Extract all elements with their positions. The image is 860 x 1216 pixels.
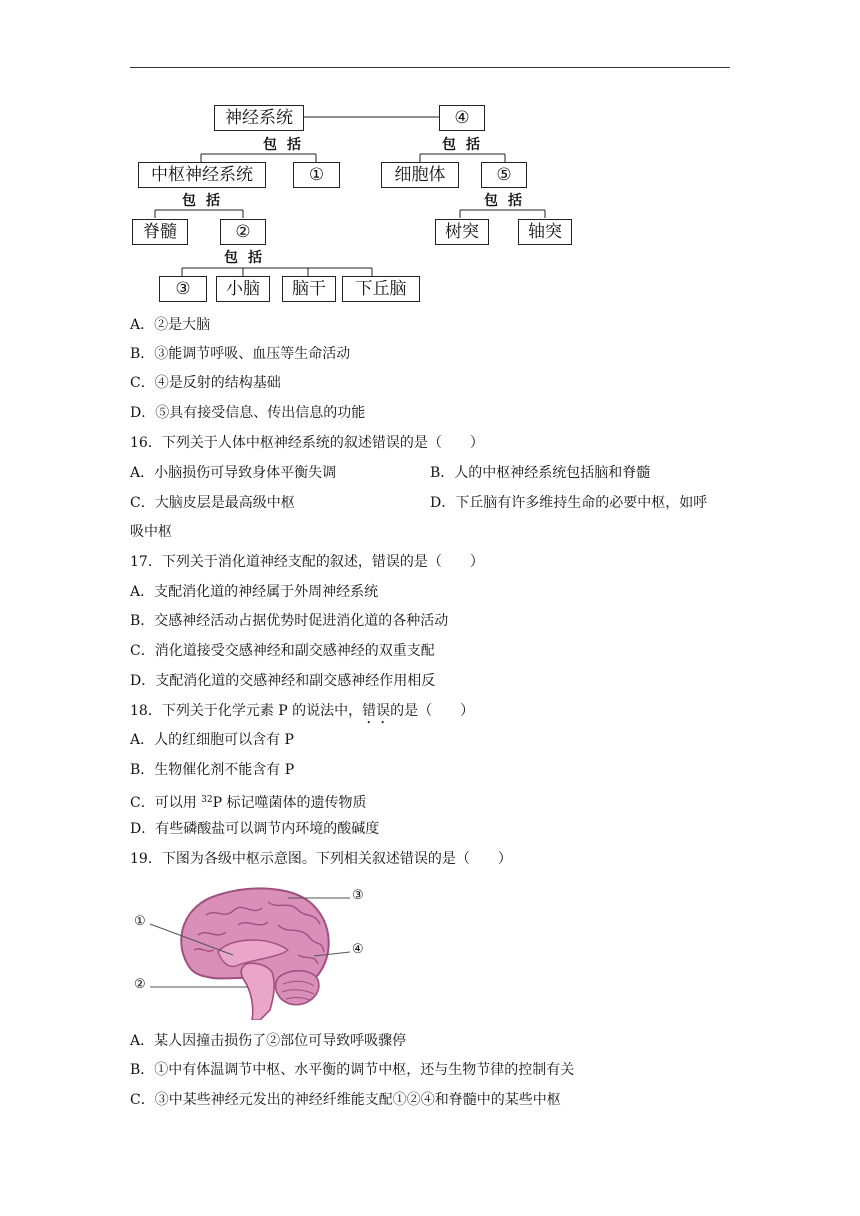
q18-option-d: D．有些磷酸盐可以调节内环境的酸碱度 [130,821,380,837]
include-label: 包括 [484,193,532,209]
q18-option-c [130,790,367,813]
q15-option-b: B．③能调节呼吸、血压等生命活动 [130,346,351,362]
q16-option-c: C．大脑皮层是最高级中枢 [130,495,295,511]
q19-option-c: C．③中某些神经元发出的神经纤维能支配①②④和脊髓中的某些中枢 [130,1092,561,1108]
q16-option-b: B．人的中枢神经系统包括脑和脊髓 [430,465,651,481]
node-4: ④ [439,105,485,131]
isotope-superscript: 32 [201,795,213,805]
q18-stem-emphasis: 错误 [362,703,391,719]
brain-illustration [128,880,378,1020]
q17-stem: 17．下列关于消化道神经支配的叙述，错误的是（ ） [130,554,484,570]
diagram-connectors [0,0,860,310]
node-cell-body: 细胞体 [381,162,459,188]
node-dendrite: 树突 [435,219,489,245]
q15-option-a: A．②是大脑 [130,317,211,333]
q18-option-a: A．人的红细胞可以含有 P [130,732,294,748]
q18-option-b: B．生物催化剂不能含有 P [130,762,295,778]
q16-stem: 16．下列关于人体中枢神经系统的叙述错误的是（ ） [130,435,484,451]
include-label: 包括 [442,137,490,153]
brain-label-3: ③ [352,888,364,903]
concept-diagram [0,0,860,310]
brainstem-shape [241,963,274,1020]
q15-option-d: D．⑤具有接受信息、传出信息的功能 [130,405,366,421]
brain-figure [128,880,378,1020]
q18-stem-pre: 18．下列关于化学元素 P 的说法中， [130,703,363,719]
node-cerebellum: 小脑 [216,276,270,302]
node-cns: 中枢神经系统 [138,162,266,188]
node-nervous-system: 神经系统 [214,105,304,131]
q19-stem: 19．下图为各级中枢示意图。下列相关叙述错误的是（ ） [130,851,512,867]
q15-option-c: C．④是反射的结构基础 [130,375,281,391]
brain-label-1: ① [134,914,146,929]
q18-stem [130,701,474,727]
q16-option-d: D．下丘脑有许多维持生命的必要中枢，如呼 [430,495,708,511]
q16-option-d-continued: 吸中枢 [130,524,172,540]
include-label: 包括 [182,193,230,209]
node-brainstem: 脑干 [282,276,336,302]
node-3: ③ [159,276,207,302]
q18-option-c-pre: C．可以用 [130,795,202,811]
brain-label-4: ④ [352,942,364,957]
q18-option-c-post: P 标记噬菌体的遗传物质 [212,795,367,811]
q19-option-a: A．某人因撞击损伤了②部位可导致呼吸骤停 [130,1033,407,1049]
node-hypothalamus: 下丘脑 [342,276,420,302]
node-5: ⑤ [481,162,527,188]
q17-option-d: D．支配消化道的交感神经和副交感神经作用相反 [130,673,436,689]
q17-option-c: C．消化道接受交感神经和副交感神经的双重支配 [130,643,435,659]
cerebellum-shape [276,971,319,1005]
q18-stem-post: 的是（ ） [390,703,475,719]
include-label: 包括 [263,137,311,153]
brain-label-2: ② [134,977,146,992]
include-label: 包括 [224,250,272,266]
q17-option-b: B．交感神经活动占据优势时促进消化道的各种活动 [130,613,449,629]
node-spinal-cord: 脊髓 [132,219,188,245]
node-1: ① [293,162,340,188]
q19-option-b: B．①中有体温调节中枢、水平衡的调节中枢，还与生物节律的控制有关 [130,1062,575,1078]
node-axon: 轴突 [518,219,572,245]
q17-option-a: A．支配消化道的神经属于外周神经系统 [130,584,379,600]
q16-option-a: A．小脑损伤可导致身体平衡失调 [130,465,337,481]
node-2: ② [220,219,266,245]
